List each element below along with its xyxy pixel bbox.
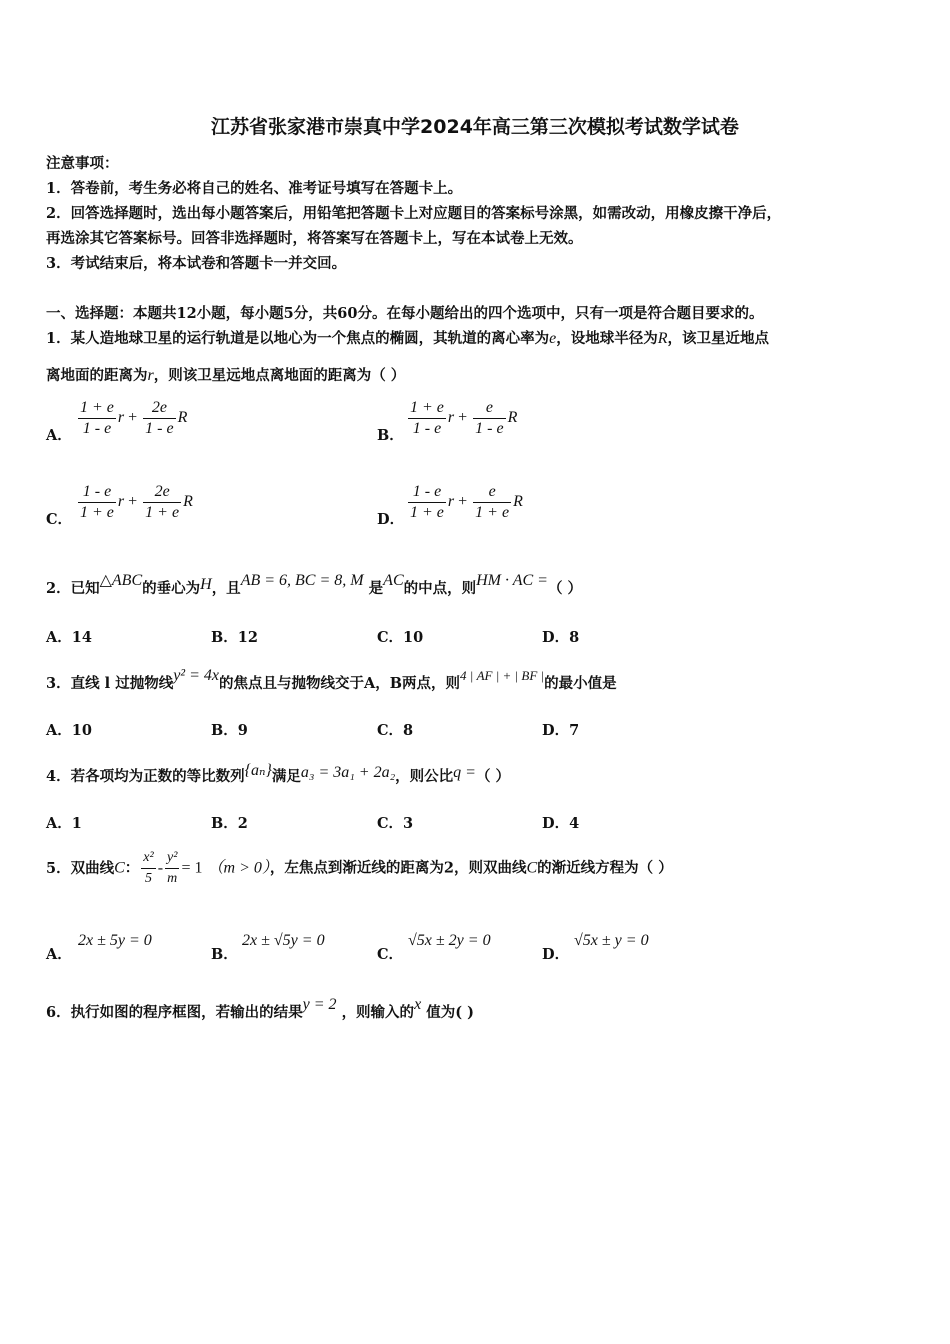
q6-text-c: 值为( ) <box>426 1004 475 1021</box>
q1-option-b-label[interactable]: B． <box>377 427 404 444</box>
q1-d-frac-1: $\frac{1 - e}{1 + e}$ <box>410 483 444 521</box>
q5-option-a-label[interactable]: A． <box>46 946 72 963</box>
q1-text-d: 离地面的距离为 <box>46 367 148 384</box>
page-title: 江苏省张家港市崇真中学2024年高三第三次模拟考试数学试卷 <box>211 116 739 138</box>
q2-text-f: （ ） <box>547 580 583 597</box>
q4-ratio: q = <box>453 764 476 781</box>
q6-text-b: ，则输入的 <box>341 1004 415 1021</box>
notice-item-2: 2．回答选择题时，选出每小题答案后，用铅笔把答题卡上对应题目的答案标号涂黑，如需改动，用橡皮擦干净后， <box>46 205 782 222</box>
question-5 <box>46 848 673 889</box>
q1-b-frac-1: $\frac{1 + e}{1 - e}$ <box>410 399 444 437</box>
q4-option-b[interactable]: B．2 <box>211 815 248 832</box>
q5-option-b-label[interactable]: B． <box>211 946 238 963</box>
q6-text-a: 6．执行如图的程序框图，若输出的结果 <box>46 1004 303 1021</box>
q5-text-c: 的渐近线方程为（ ） <box>537 859 673 877</box>
q1-option-d-expr[interactable]: $\frac{1 - e}{1 + e}$ r + $\frac{e}{1 + e}$ R <box>410 483 523 521</box>
q3-option-c[interactable]: C．8 <box>377 722 414 739</box>
q1-d-frac-2: $\frac{e}{1 + e}$ <box>475 483 510 521</box>
q2-triangle: △ABC <box>99 572 143 589</box>
q3-option-b[interactable]: B．9 <box>211 722 248 739</box>
q2-option-b[interactable]: B．12 <box>211 629 258 646</box>
q1-c-frac-1: $\frac{1 - e}{1 + e}$ <box>80 483 114 521</box>
question-4 <box>46 762 511 786</box>
q5-option-c-label[interactable]: C． <box>377 946 404 963</box>
question-2 <box>46 572 583 598</box>
q4-text-b: 满足 <box>271 768 301 785</box>
q4-option-d[interactable]: D．4 <box>542 815 580 832</box>
q1-option-a-label[interactable]: A． <box>46 427 72 444</box>
q5-frac-x: $\frac{\text{x²}}{5}$ <box>143 850 154 886</box>
q1-text-c: ，该卫星近地点 <box>667 330 769 347</box>
q1-text-a: 1．某人造地球卫星的运行轨道是以地心为一个焦点的椭圆，其轨道的离心率为 <box>46 330 550 347</box>
q4-option-a[interactable]: A．1 <box>46 815 82 832</box>
q2-dot-product: HM · AC = <box>476 572 548 589</box>
q3-text-b: 的焦点且与抛物线交于A，B两点，则 <box>219 675 461 692</box>
q3-expression: 4 | AF | + | BF | <box>460 668 545 683</box>
q2-option-c[interactable]: C．10 <box>377 629 424 646</box>
q2-text-c: ，且 <box>211 580 241 597</box>
q1-b-frac-2: $\frac{e}{1 - e}$ <box>475 399 504 437</box>
q1-var-r: r <box>147 367 154 384</box>
q1-option-c-label[interactable]: C． <box>46 511 73 528</box>
q5-var-C: C <box>114 859 125 877</box>
q3-text-a: 3．直线 l 过抛物线 <box>46 675 174 692</box>
q1-option-c-expr[interactable]: $\frac{1 - e}{1 + e}$ r + $\frac{2e}{1 + e}$ R <box>80 483 193 521</box>
question-1-line-2 <box>46 364 405 385</box>
q2-var-AC: AC <box>383 572 404 589</box>
q4-option-c[interactable]: C．3 <box>377 815 414 832</box>
q2-option-d[interactable]: D．8 <box>542 629 580 646</box>
question-3 <box>46 667 617 693</box>
q1-a-frac-1: $\frac{1 + e}{1 - e}$ <box>80 399 114 437</box>
q5-option-d-label[interactable]: D． <box>542 946 570 963</box>
q1-option-d-label[interactable]: D． <box>377 511 405 528</box>
q4-sequence: {aₙ} <box>244 762 272 779</box>
q3-parabola: y² = 4x <box>173 667 219 684</box>
notice-heading: 注意事项： <box>46 155 119 172</box>
q5-condition: （m > 0） <box>207 859 270 877</box>
q5-minus: - <box>157 859 164 877</box>
q4-equation: a₃ = 3a₁ + 2a₂ <box>300 764 396 781</box>
q5-text-b: ，左焦点到渐近线的距离为2，则双曲线 <box>269 859 527 877</box>
q4-text-d: （ ） <box>475 768 511 785</box>
q2-text-a: 2．已知 <box>46 580 100 597</box>
q5-option-d-expr[interactable]: √5x ± y = 0 <box>574 932 649 949</box>
q5-frac-y: $\frac{\text{y²}}{m}$ <box>167 850 178 886</box>
section-heading: 一、选择题：本题共12小题，每小题5分，共60分。在每小题给出的四个选项中，只有一项是符合题目要求的。 <box>46 305 764 322</box>
q1-option-b-expr[interactable]: $\frac{1 + e}{1 - e}$ r + $\frac{e}{1 - e}$ R <box>410 399 518 437</box>
question-1-line-1 <box>46 327 769 348</box>
q3-option-a[interactable]: A．10 <box>46 722 92 739</box>
q1-c-frac-2: $\frac{2e}{1 + e}$ <box>145 483 180 521</box>
notice-item-3: 3．考试结束后，将本试卷和答题卡一并交回。 <box>46 255 347 272</box>
q2-text-e: 的中点，则 <box>403 580 477 597</box>
q2-text-d: 是 <box>368 580 384 597</box>
q5-option-a-expr[interactable]: 2x ± 5y = 0 <box>78 932 152 949</box>
q2-text-b: 的垂心为 <box>142 580 201 597</box>
q1-var-R: R <box>657 330 668 347</box>
q5-text-a: 5．双曲线 <box>46 859 115 877</box>
q2-condition: AB = 6, BC = 8, M <box>240 572 364 589</box>
q2-option-a[interactable]: A．14 <box>46 629 92 646</box>
q6-var-x: x <box>414 996 422 1013</box>
q1-var-e: e <box>549 330 557 347</box>
q5-colon: ： <box>124 859 140 877</box>
q5-option-b-expr[interactable]: 2x ± √5y = 0 <box>242 932 325 949</box>
q3-option-d[interactable]: D．7 <box>542 722 580 739</box>
q4-text-c: ，则公比 <box>395 768 454 785</box>
q1-text-b: ，设地球半径为 <box>556 330 658 347</box>
q5-option-c-expr[interactable]: √5x ± 2y = 0 <box>408 932 491 949</box>
notice-item-2-cont: 再选涂其它答案标号。回答非选择题时，将答案写在答题卡上，写在本试卷上无效。 <box>46 230 583 247</box>
q2-var-H: H <box>200 576 212 593</box>
q1-option-a-expr[interactable]: $\frac{1 + e}{1 - e}$ r + $\frac{2e}{1 - e}$ R <box>80 399 188 437</box>
question-6 <box>46 996 475 1022</box>
q6-output: y = 2 <box>302 996 337 1013</box>
q1-text-e: ，则该卫星远地点离地面的距离为（ ） <box>153 367 406 384</box>
q1-a-frac-2: $\frac{2e}{1 - e}$ <box>145 399 174 437</box>
notice-item-1: 1．答卷前，考生务必将自己的姓名、准考证号填写在答题卡上。 <box>46 180 463 197</box>
q4-text-a: 4．若各项均为正数的等比数列 <box>46 768 245 785</box>
q5-var-C2: C <box>526 859 538 877</box>
q3-text-c: 的最小值是 <box>544 675 617 692</box>
q5-eq: = 1 <box>181 859 203 877</box>
